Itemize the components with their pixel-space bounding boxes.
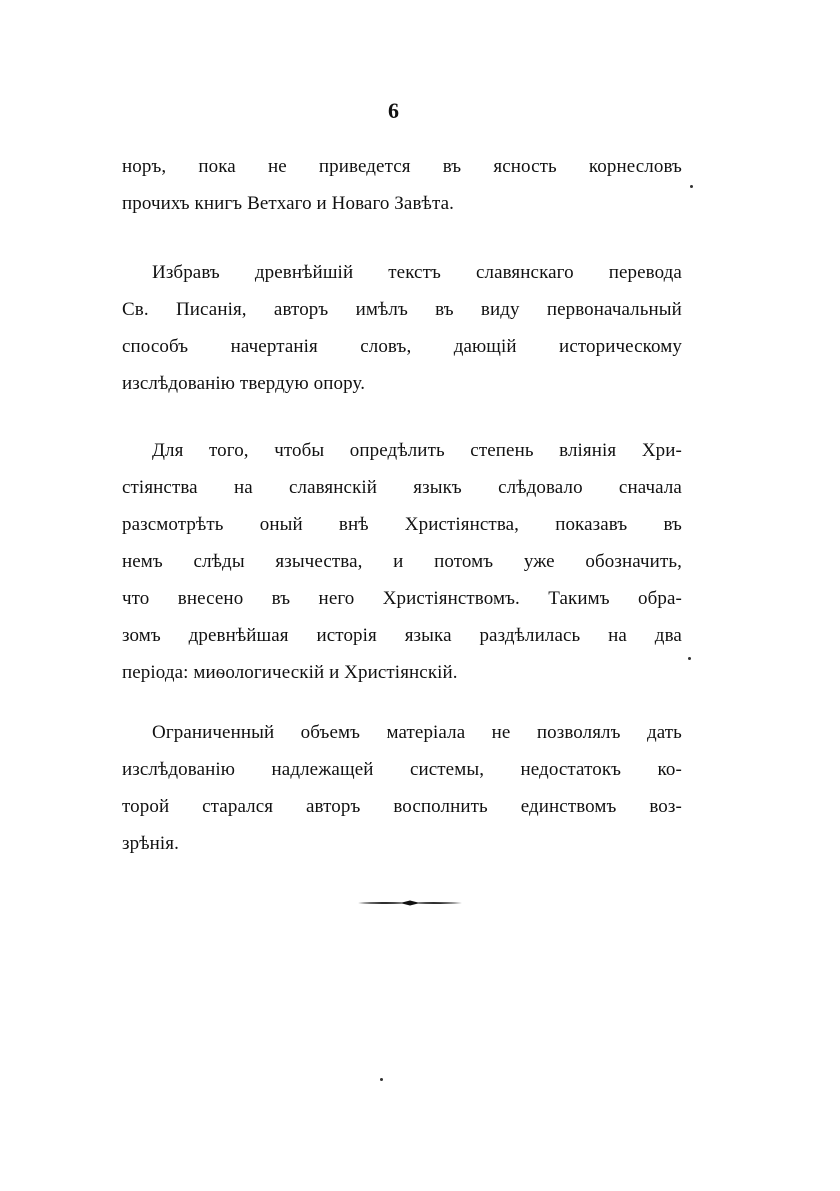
word: немъ xyxy=(122,551,163,572)
word: него xyxy=(318,588,355,609)
word: чтобы xyxy=(274,440,325,461)
word: слѣдовало xyxy=(498,477,583,498)
text-line xyxy=(122,328,682,365)
text-line xyxy=(122,469,682,506)
word: потомъ xyxy=(434,551,494,572)
word: стіянства xyxy=(122,477,198,498)
scan-speck xyxy=(380,1078,383,1081)
word: степень xyxy=(470,440,534,461)
word: что xyxy=(122,588,150,609)
text-line: изслѣдованію твердую опору. xyxy=(122,373,366,394)
word: уже xyxy=(523,551,555,572)
word: ясность xyxy=(493,156,557,177)
text-line xyxy=(122,788,682,825)
word: авторъ xyxy=(306,796,361,817)
word: на xyxy=(608,625,627,646)
word: разсмотрѣть xyxy=(122,514,224,535)
word: не xyxy=(491,722,511,743)
text-line xyxy=(122,254,682,291)
word: пока xyxy=(198,156,236,177)
word: позволялъ xyxy=(536,722,621,743)
word: не xyxy=(267,156,287,177)
word: единствомъ xyxy=(520,796,617,817)
word: опредѣлить xyxy=(349,440,445,461)
word: славянскаго xyxy=(475,262,574,283)
word: исторія xyxy=(316,625,377,646)
text-line: періода: миѳологическій и Христіянскій. xyxy=(122,662,458,683)
word: языка xyxy=(404,625,452,646)
word: Хри- xyxy=(641,440,682,461)
word: перевода xyxy=(608,262,682,283)
page-number: 6 xyxy=(388,98,399,123)
word: древнѣйшая xyxy=(188,625,289,646)
word: Христіянствомъ. xyxy=(382,588,520,609)
text-line xyxy=(122,432,682,469)
word: словъ, xyxy=(360,336,412,357)
text-line xyxy=(122,617,682,654)
word: способъ xyxy=(122,336,189,357)
word: воз- xyxy=(649,796,682,817)
word: показавъ xyxy=(555,514,628,535)
word: Такимъ xyxy=(548,588,610,609)
word: оный xyxy=(259,514,303,535)
paragraph-1 xyxy=(122,148,682,222)
word: языкъ xyxy=(413,477,462,498)
word: внѣ xyxy=(338,514,369,535)
text-line xyxy=(122,714,682,751)
scan-speck xyxy=(688,657,691,660)
word: матеріала xyxy=(386,722,466,743)
text-line xyxy=(122,543,682,580)
word: системы, xyxy=(409,759,485,780)
paragraph-3 xyxy=(122,432,682,691)
word: въ xyxy=(435,299,454,320)
text-line xyxy=(122,580,682,617)
word: древнѣйшій xyxy=(254,262,354,283)
word: славянскій xyxy=(288,477,378,498)
word: историческому xyxy=(559,336,682,357)
word: зомъ xyxy=(122,625,161,646)
word: корнесловъ xyxy=(588,156,682,177)
word: надлежащей xyxy=(271,759,374,780)
word: того, xyxy=(209,440,249,461)
word: норъ, xyxy=(122,156,167,177)
word: виду xyxy=(480,299,520,320)
word: обра- xyxy=(638,588,682,609)
text-line xyxy=(122,291,682,328)
word: ко- xyxy=(657,759,682,780)
word: приведется xyxy=(318,156,411,177)
word: въ xyxy=(442,156,462,177)
word: Христіянства, xyxy=(404,514,520,535)
word: недостатокъ xyxy=(520,759,622,780)
word: въ xyxy=(663,514,682,535)
word: дать xyxy=(646,722,682,743)
text-line xyxy=(122,751,682,788)
word: Писанія, xyxy=(175,299,247,320)
word: объемъ xyxy=(300,722,361,743)
word: первоначальный xyxy=(546,299,682,320)
scan-speck xyxy=(690,185,693,188)
word: въ xyxy=(271,588,291,609)
word: язычества, xyxy=(275,551,363,572)
word: Св. xyxy=(122,299,149,320)
word: текстъ xyxy=(388,262,441,283)
paragraph-2 xyxy=(122,254,682,402)
word: изслѣдованію xyxy=(122,759,236,780)
word: имѣлъ xyxy=(355,299,408,320)
word: вліянія xyxy=(559,440,617,461)
word: старался xyxy=(202,796,274,817)
word: дающій xyxy=(453,336,517,357)
word: Избравъ xyxy=(152,262,220,283)
word: Ограниченный xyxy=(152,722,275,743)
text-line xyxy=(122,506,682,543)
word: начертанія xyxy=(230,336,318,357)
word: восполнить xyxy=(393,796,488,817)
word: на xyxy=(233,477,253,498)
paragraph-4 xyxy=(122,714,682,862)
text-line xyxy=(122,148,682,185)
word: слѣды xyxy=(193,551,245,572)
text-line: зрѣнія. xyxy=(122,833,179,854)
word: и xyxy=(393,551,404,572)
word: раздѣлилась xyxy=(479,625,581,646)
word: торой xyxy=(122,796,170,817)
word: внесено xyxy=(177,588,244,609)
ornament-divider xyxy=(358,897,462,909)
text-line: прочихъ книгъ Ветхаго и Новаго Завѣта. xyxy=(122,193,454,214)
word: Для xyxy=(152,440,184,461)
word: два xyxy=(654,625,682,646)
word: обозначить, xyxy=(585,551,682,572)
word: сначала xyxy=(618,477,682,498)
word: авторъ xyxy=(273,299,329,320)
